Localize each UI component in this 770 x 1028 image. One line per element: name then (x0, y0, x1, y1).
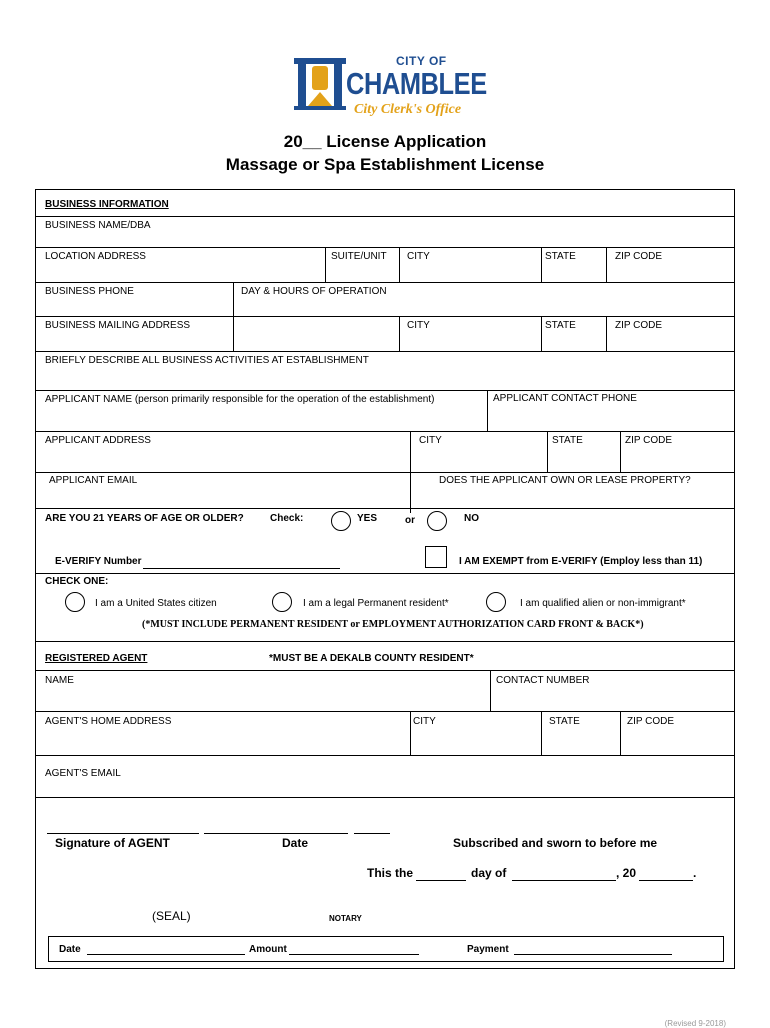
applicant-email-label: APPLICANT EMAIL (49, 475, 138, 486)
notary-label: NOTARY (329, 914, 362, 923)
mailing-state-label: STATE (545, 320, 576, 331)
everify-number-field[interactable] (143, 568, 340, 569)
divider (541, 247, 542, 282)
divider (541, 711, 542, 755)
office-payment-label: Payment (467, 944, 509, 955)
agent-date-extra-field[interactable] (354, 833, 390, 834)
divider (490, 670, 491, 711)
everify-exempt-checkbox[interactable] (425, 546, 447, 568)
agent-city-label: CITY (413, 716, 436, 727)
divider (410, 711, 411, 755)
applicant-address-label: APPLICANT ADDRESS (45, 435, 151, 446)
divider (36, 216, 734, 217)
agent-date-label: Date (282, 836, 309, 850)
applicant-state-label: STATE (552, 435, 583, 446)
office-payment-field[interactable] (514, 954, 672, 955)
no-radio[interactable] (427, 511, 447, 531)
resident-radio[interactable] (272, 592, 292, 612)
hours-label: DAY & HOURS OF OPERATION (241, 286, 387, 297)
divider (399, 247, 400, 282)
seal-label: (SEAL) (152, 909, 191, 923)
office-date-label: Date (59, 944, 81, 955)
year-field[interactable] (639, 880, 693, 881)
office-date-field[interactable] (87, 954, 245, 955)
own-lease-label: DOES THE APPLICANT OWN OR LEASE PROPERTY? (439, 475, 691, 486)
divider (606, 316, 607, 351)
alien-radio[interactable] (486, 592, 506, 612)
divider (36, 670, 734, 671)
business-name-label: BUSINESS NAME/DBA (45, 220, 151, 231)
revision-note: (Revised 9-2018) (664, 1019, 726, 1028)
age-question: ARE YOU 21 YEARS OF AGE OR OLDER? (45, 513, 244, 524)
divider (547, 431, 548, 472)
documentation-note: (*MUST INCLUDE PERMANENT RESIDENT or EMPLOYMENT AUTHORIZATION CARD FRONT & BACK*) (142, 619, 644, 630)
or-label: or (405, 515, 415, 526)
location-address-label: LOCATION ADDRESS (45, 251, 146, 262)
applicant-city-label: CITY (419, 435, 442, 446)
mailing-address-label: BUSINESS MAILING ADDRESS (45, 320, 191, 331)
business-section-title: BUSINESS INFORMATION (45, 199, 169, 210)
divider (36, 390, 734, 391)
suite-label: SUITE/UNIT (331, 251, 387, 262)
agent-date-field[interactable] (204, 833, 348, 834)
activities-label: BRIEFLY DESCRIBE ALL BUSINESS ACTIVITIES AT ESTABLISHMENT (45, 355, 369, 366)
agent-signature-field[interactable] (47, 833, 199, 834)
applicant-name-label: APPLICANT NAME (person primarily responsible for the operation of the establishment) (45, 394, 435, 405)
divider (36, 247, 734, 248)
divider (487, 390, 488, 431)
citizen-label: I am a United States citizen (95, 598, 217, 609)
dekalb-note: *MUST BE A DEKALB COUNTY RESIDENT* (269, 653, 474, 664)
city-label: CITY (407, 251, 430, 262)
divider (410, 431, 411, 513)
divider (36, 351, 734, 352)
applicant-zip-label: ZIP CODE (625, 435, 673, 446)
office-use-box (48, 936, 724, 962)
office-amount-label: Amount (249, 944, 287, 955)
divider (36, 316, 734, 317)
logo-office: City Clerk's Office (354, 102, 462, 117)
logo-name: CHAMBLEE (346, 66, 487, 101)
divider (620, 711, 621, 755)
divider (233, 282, 234, 351)
business-phone-label: BUSINESS PHONE (45, 286, 134, 297)
page-subtitle: Massage or Spa Establishment License (225, 155, 545, 174)
yes-radio[interactable] (331, 511, 351, 531)
month-field[interactable] (512, 880, 616, 881)
mailing-city-label: CITY (407, 320, 430, 331)
pillar-icon (294, 58, 346, 110)
resident-label: I am a legal Permanent resident* (303, 598, 449, 609)
check-one-label: CHECK ONE: (45, 576, 109, 587)
agent-state-label: STATE (549, 716, 580, 727)
everify-label: E-VERIFY Number (55, 556, 142, 567)
divider (541, 316, 542, 351)
agent-signature-label: Signature of AGENT (55, 836, 170, 850)
no-label: NO (464, 513, 479, 524)
check-label: Check: (270, 513, 304, 524)
divider (606, 247, 607, 282)
divider (36, 508, 734, 509)
year-prefix: , 20 (616, 866, 637, 880)
agent-contact-label: CONTACT NUMBER (496, 675, 590, 686)
sworn-label: Subscribed and sworn to before me (453, 836, 658, 850)
state-label: STATE (545, 251, 576, 262)
divider (325, 247, 326, 282)
yes-label: YES (357, 513, 378, 524)
application-form (35, 189, 735, 969)
sentence-end: . (693, 866, 697, 880)
citizen-radio[interactable] (65, 592, 85, 612)
divider (36, 431, 734, 432)
zip-label: ZIP CODE (615, 251, 663, 262)
applicant-phone-label: APPLICANT CONTACT PHONE (493, 393, 637, 404)
everify-exempt-label: I AM EXEMPT from E-VERIFY (Employ less than 11) (459, 556, 703, 567)
divider (399, 316, 400, 351)
agent-name-label: NAME (45, 675, 74, 686)
day-field[interactable] (416, 880, 466, 881)
divider (36, 573, 734, 574)
alien-label: I am qualified alien or non-immigrant* (520, 598, 686, 609)
agent-section-title: REGISTERED AGENT (45, 653, 148, 664)
divider (36, 711, 734, 712)
agent-zip-label: ZIP CODE (627, 716, 675, 727)
page-title: 20__ License Application (283, 132, 487, 151)
agent-email-label: AGENT'S EMAIL (45, 768, 121, 779)
divider (36, 641, 734, 642)
divider (36, 472, 734, 473)
office-amount-field[interactable] (289, 954, 419, 955)
divider (36, 797, 734, 798)
city-logo (284, 52, 494, 122)
divider (36, 755, 734, 756)
this-the-label: This the (367, 866, 414, 880)
divider (620, 431, 621, 472)
mailing-zip-label: ZIP CODE (615, 320, 663, 331)
divider (36, 282, 734, 283)
agent-address-label: AGENT'S HOME ADDRESS (45, 716, 172, 727)
logo-city-of: CITY OF (396, 54, 447, 68)
day-of-label: day of (471, 866, 507, 880)
